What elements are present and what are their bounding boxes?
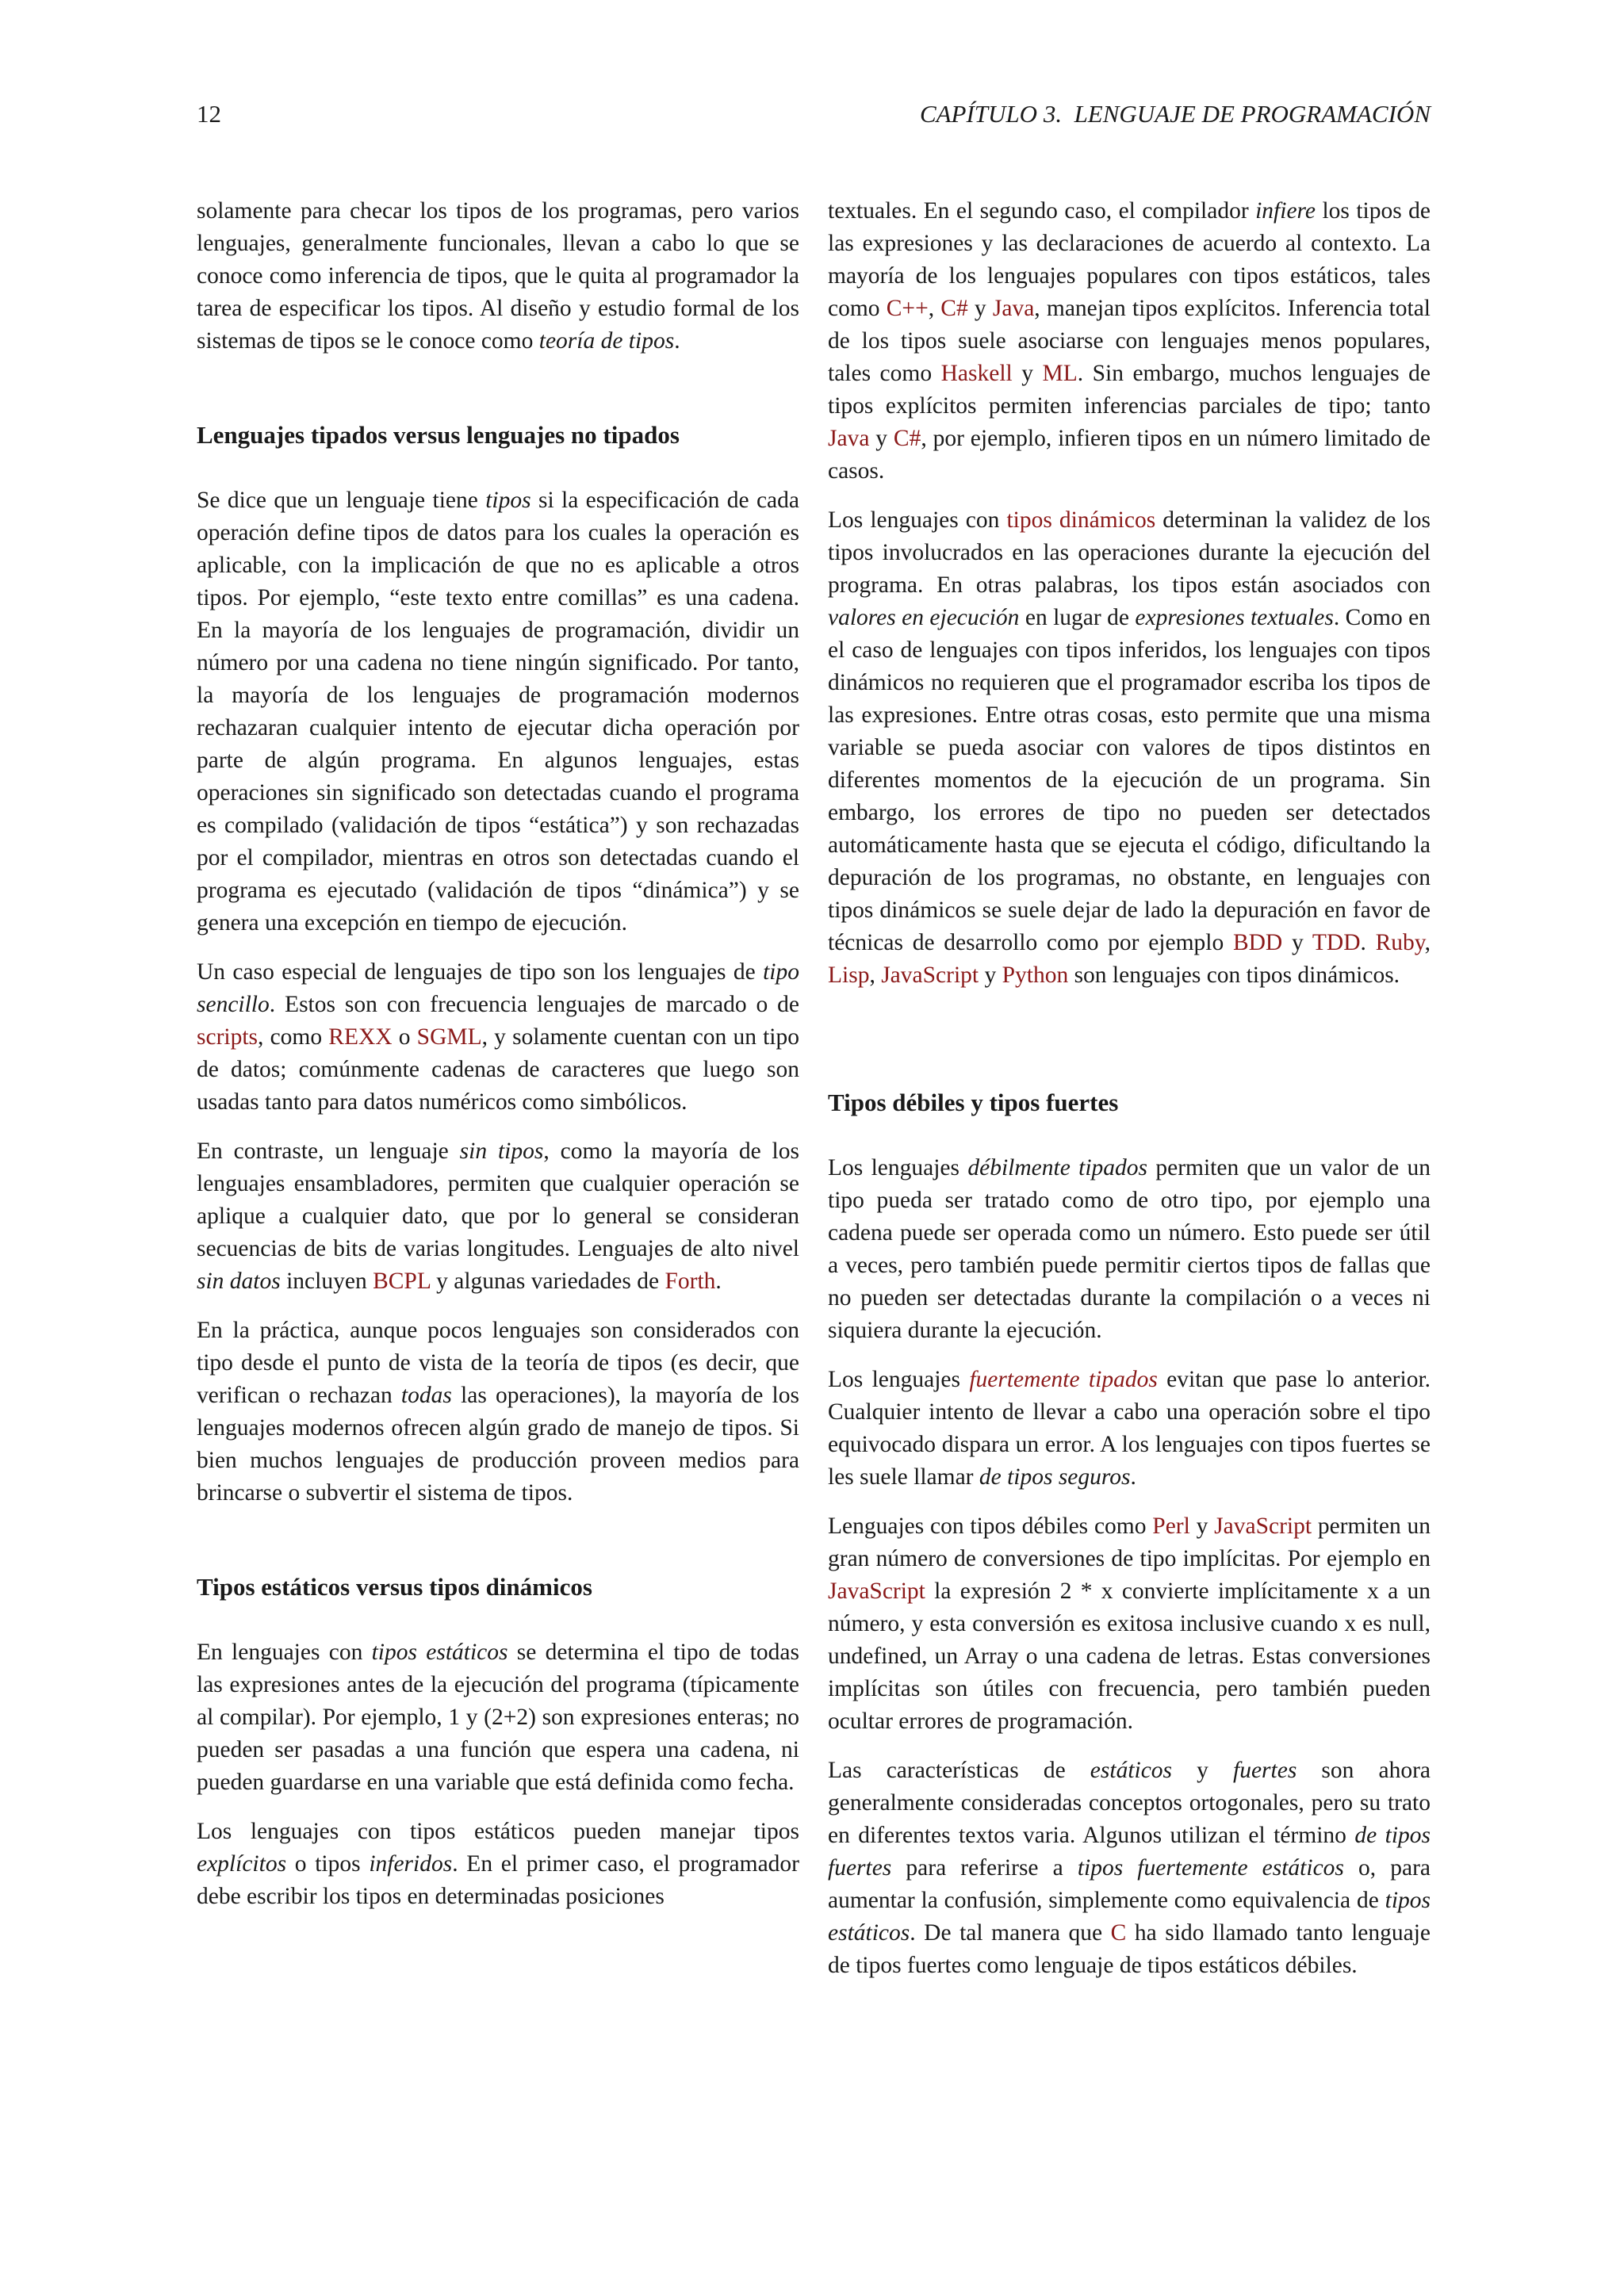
paragraph: Lenguajes con tipos débiles como Perl y JavaScript permiten un gran número de conversiones de tipo implícitas. Por ejemplo en JavaScript la expresión 2 * x convierte implícitamente x a un número, y esta conversión es exitosa inclusive cuando x es null, undefined, un Array o una cadena de letras. Estas conversiones implícitas son útiles con frecuencia, pero también pueden ocultar errores de programación. (828, 1513, 1431, 1734)
link-java[interactable]: Java (992, 296, 1035, 321)
right-column (828, 195, 1431, 1999)
paragraph: Los lenguajes con tipos estáticos pueden manejar tipos explícitos o tipos inferidos. En el primer caso, el programador debe escribir los tipos en determinadas posiciones (197, 1819, 799, 1909)
paragraph: Un caso especial de lenguajes de tipo son los lenguajes de tipo sencillo. Estos son con frecuencia lenguajes de marcado o de scripts, como REXX o SGML, y solamente cuentan con un tipo de datos; comúnmente cadenas de caracteres que luego son usadas tanto para datos numéricos como simbólicos. (197, 959, 800, 1115)
paragraph: textuales. En el segundo caso, el compilador infiere los tipos de las expresiones y las declaraciones de acuerdo al contexto. La mayoría de los lenguajes populares con tipos estáticos, tales como C++, C# y Java, manejan tipos explícitos. Inferencia total de los tipos suele asociarse con lenguajes menos populares, tales como Haskell y ML. Sin embargo, muchos lenguajes de tipos explícitos permiten inferencias parciales de tipo; tanto Java y C#, por ejemplo, infieren tipos en un número limitado de casos. (828, 198, 1431, 484)
link-scripts[interactable]: scripts (197, 1024, 259, 1050)
left-column (197, 195, 799, 1930)
link-tdd[interactable]: TDD (1312, 930, 1361, 955)
link-javascript[interactable]: JavaScript (881, 962, 979, 988)
link-c[interactable]: C (1110, 1920, 1127, 1946)
link-javascript[interactable]: JavaScript (828, 1578, 925, 1604)
section-heading: Tipos estáticos versus tipos dinámicos (197, 1573, 592, 1601)
paragraph: En contraste, un lenguaje sin tipos, como la mayoría de los lenguajes ensambladores, permiten que cualquier operación se aplique a cualquier dato, que por lo general se consideran secuencias de bits de varias longitudes. Lenguajes de alto nivel sin datos incluyen BCPL y algunas variedades de Forth. (197, 1138, 799, 1294)
paragraph: Los lenguajes con tipos dinámicos determinan la validez de los tipos involucrados en las operaciones durante la ejecución del programa. En otras palabras, los tipos están asociados con valores en ejecución en lugar de expresiones textuales. Como en el caso de lenguajes con tipos inferidos, los lenguajes con tipos dinámicos no requieren que el programador escriba los tipos de las expresiones. Entre otras cosas, esto permite que una misma variable se pueda asociar con valores de tipos distintos en diferentes momentos de la ejecución de un programa. Sin embargo, los errores de tipo no pueden ser detectados automáticamente hasta que se ejecuta el código, dificultando la depuración de los programas, no obstante, en lenguajes con tipos dinámicos se suele dejar de lado la depuración en favor de técnicas de desarrollo como por ejemplo BDD y TDD. Ruby, Lisp, JavaScript y Python son lenguajes con tipos dinámicos. (828, 507, 1431, 988)
link-ml[interactable]: ML (1042, 361, 1078, 386)
link-python[interactable]: Python (1002, 962, 1069, 988)
paragraph: En la práctica, aunque pocos lenguajes son considerados con tipo desde el punto de vista de la teoría de tipos (es decir, que verifican o rechazan todas las operaciones), la mayoría de los lenguajes modernos ofrecen algún grado de manejo de tipos. Si bien muchos lenguajes de producción proveen medios para brincarse o subvertir el sistema de tipos. (197, 1318, 799, 1506)
link-rexx[interactable]: REXX (328, 1024, 393, 1050)
link-csharp[interactable]: C# (940, 296, 968, 321)
section-heading: Lenguajes tipados versus lenguajes no tipados (197, 421, 680, 449)
paragraph: Las características de estáticos y fuertes son ahora generalmente consideradas conceptos ortogonales, pero su trato en diferentes textos varia. Algunos utilizan el término de tipos fuertes para referirse a tipos fuertemente estáticos o, para aumentar la confusión, simplemente como equivalencia de tipos estáticos. De tal manera que C ha sido llamado tanto lenguaje de tipos fuertes como lenguaje de tipos estáticos débiles. (828, 1758, 1431, 1978)
link-fuertemente-tipados[interactable]: fuertemente tipados (969, 1367, 1158, 1392)
paragraph: solamente para checar los tipos de los programas, pero varios lenguajes, generalmente funcionales, llevan a cabo lo que se conoce como inferencia de tipos, que le quita al programador la tarea de especificar los tipos. Al diseño y estudio formal de los sistemas de tipos se le conoce como teoría de tipos. (197, 198, 799, 354)
link-javascript[interactable]: JavaScript (1214, 1513, 1312, 1539)
page-header (197, 100, 1431, 143)
link-forth[interactable]: Forth (665, 1269, 716, 1294)
link-cpp[interactable]: C++ (886, 296, 929, 321)
running-head: CAPÍTULO 3. LENGUAJE DE PROGRAMACIÓN (919, 100, 1431, 128)
paragraph: Los lenguajes fuertemente tipados evitan que pase lo anterior. Cualquier intento de llevar a cabo una operación sobre el tipo equivocado dispara un error. A los lenguajes con tipos fuertes se les suele llamar de tipos seguros. (828, 1367, 1431, 1490)
paragraph: Los lenguajes débilmente tipados permiten que un valor de un tipo pueda ser tratado como de otro tipo, por ejemplo una cadena puede ser operada como un número. Esto puede ser útil a veces, pero también puede permitir ciertos tipos de fallas que no pueden ser detectadas durante la compilación o a veces ni siquiera durante la ejecución. (828, 1155, 1431, 1343)
link-bcpl[interactable]: BCPL (373, 1269, 431, 1294)
section-heading: Tipos débiles y tipos fuertes (828, 1089, 1119, 1116)
link-lisp[interactable]: Lisp (828, 962, 870, 988)
link-bdd[interactable]: BDD (1232, 930, 1283, 955)
link-ruby[interactable]: Ruby (1375, 930, 1425, 955)
link-tipos-dinamicos[interactable]: tipos dinámicos (1006, 507, 1156, 533)
page-number: 12 (197, 100, 221, 128)
link-perl[interactable]: Perl (1152, 1513, 1190, 1539)
link-csharp[interactable]: C# (893, 426, 921, 451)
link-java[interactable]: Java (828, 426, 870, 451)
paragraph: En lenguajes con tipos estáticos se determina el tipo de todas las expresiones antes de la ejecución del programa (típicamente al compilar). Por ejemplo, 1 y (2+2) son expresiones enteras; no pueden ser pasadas a una función que espera una cadena, ni pueden guardarse en una variable que está definida como fecha. (197, 1640, 799, 1795)
link-sgml[interactable]: SGML (416, 1024, 482, 1050)
paragraph: Se dice que un lenguaje tiene tipos si la especificación de cada operación define tipos de datos para los cuales la operación es aplicable, con la implicación de que no es aplicable a otros tipos. Por ejemplo, “este texto entre comillas” es una cadena. En la mayoría de los lenguajes de programación, dividir un número por una cadena no tiene ningún significado. Por tanto, la mayoría de los lenguajes de programación modernos rechazaran cualquier intento de ejecutar dicha operación por parte de algún programa. En algunos lenguajes, estas operaciones sin significado son detectadas cuando el programa es compilado (validación de tipos “estática”) y son rechazadas por el compilador, mientras en otros son detectadas cuando el programa es ejecutado (validación de tipos “dinámica”) y se genera una excepción en tiempo de ejecución. (197, 488, 799, 936)
link-haskell[interactable]: Haskell (940, 361, 1013, 386)
